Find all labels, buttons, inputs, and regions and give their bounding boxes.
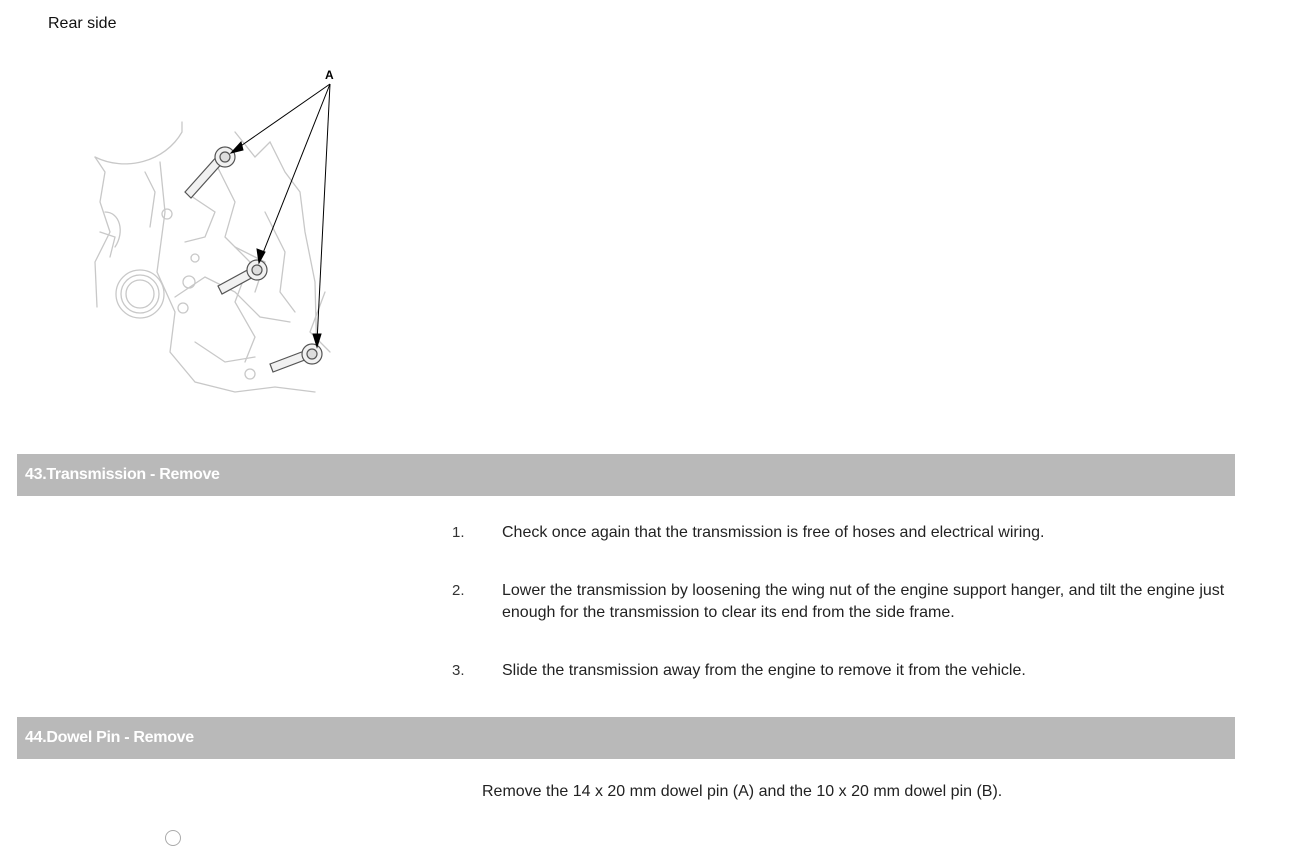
step-text: Slide the transmission away from the engine to remove it from the vehicle. — [502, 662, 1026, 679]
leader-line-middle — [261, 84, 330, 258]
bolt-upper — [185, 147, 235, 198]
step-number: 1. — [452, 524, 465, 541]
step-number: 3. — [452, 662, 465, 679]
leader-line-lower — [317, 84, 330, 342]
step-number: 2. — [452, 582, 465, 599]
step-text: Check once again that the transmission is free of hoses and electrical wiring. — [502, 524, 1045, 541]
section-header-dowel-pin-remove: 44.Dowel Pin - Remove — [17, 717, 1235, 759]
leader-line-upper — [235, 84, 330, 150]
bolt-middle — [218, 260, 267, 294]
housing-outline — [95, 122, 182, 164]
rear-side-illustration — [85, 62, 355, 402]
section-header-transmission-remove: 43.Transmission - Remove — [17, 454, 1235, 496]
figure-edge-mark — [165, 830, 181, 846]
figure-caption: Rear side — [48, 15, 117, 32]
mount-hole — [162, 209, 172, 219]
callout-label-a: A — [325, 68, 334, 82]
step-text: Lower the transmission by loosening the wing nut of the engine support hanger, and tilt the engine just enough for the transmission to clear its end from the side frame. — [502, 582, 1225, 621]
dowel-pin-instruction: Remove the 14 x 20 mm dowel pin (A) and the 10 x 20 mm dowel pin (B). — [482, 783, 1003, 800]
bolt-lower — [270, 344, 322, 372]
seal-ring-outer — [116, 270, 164, 318]
